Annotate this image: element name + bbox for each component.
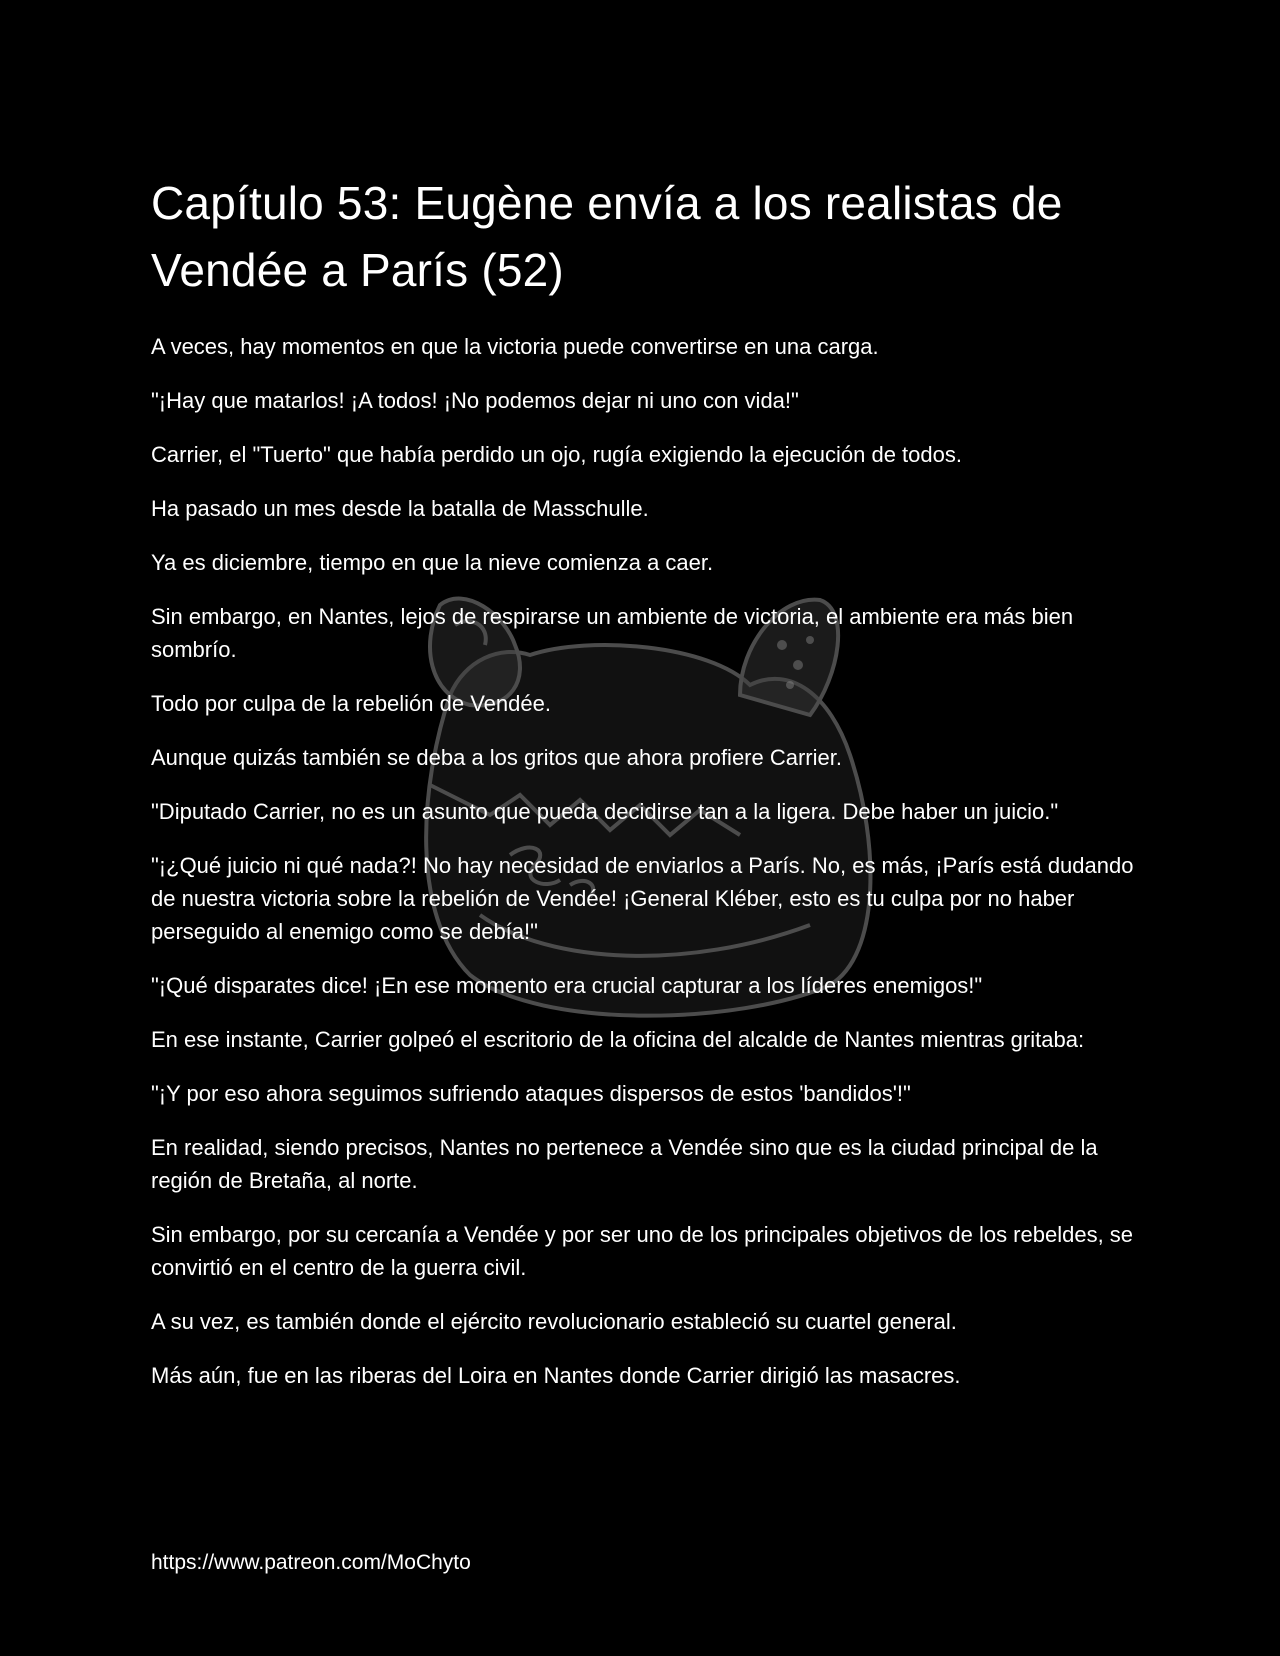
paragraph: Sin embargo, en Nantes, lejos de respirarse un ambiente de victoria, el ambiente era más bien sombrío. xyxy=(151,604,1074,662)
document-body xyxy=(151,170,1141,1413)
paragraph: Todo por culpa de la rebelión de Vendée. xyxy=(151,691,551,716)
paragraph: A su vez, es también donde el ejército revolucionario estableció su cuartel general. xyxy=(151,1309,957,1334)
paragraph: Ha pasado un mes desde la batalla de Masschulle. xyxy=(151,496,649,521)
paragraph: "¡¿Qué juicio ni qué nada?! No hay necesidad de enviarlos a París. No, es más, ¡París está dudando de nuestra victoria sobre la rebelión de Vendée! ¡General Kléber, esto es tu culpa por no haber perseguido al enemigo como se debía!" xyxy=(151,853,1134,944)
paragraph: En ese instante, Carrier golpeó el escritorio de la oficina del alcalde de Nantes mientras gritaba: xyxy=(151,1027,1085,1052)
paragraph: "¡Y por eso ahora seguimos sufriendo ataques dispersos de estos 'bandidos'!" xyxy=(151,1081,911,1106)
paragraph: Carrier, el "Tuerto" que había perdido un ojo, rugía exigiendo la ejecución de todos. xyxy=(151,442,962,467)
paragraph: "¡Hay que matarlos! ¡A todos! ¡No podemos dejar ni uno con vida!" xyxy=(151,388,799,413)
patreon-link[interactable]: https://www.patreon.com/MoChyto xyxy=(151,1551,471,1574)
paragraph: Aunque quizás también se deba a los gritos que ahora profiere Carrier. xyxy=(151,745,842,770)
paragraph: Más aún, fue en las riberas del Loira en Nantes donde Carrier dirigió las masacres. xyxy=(151,1363,961,1388)
paragraph: "¡Qué disparates dice! ¡En ese momento era crucial capturar a los líderes enemigos!" xyxy=(151,973,983,998)
paragraph: A veces, hay momentos en que la victoria puede convertirse en una carga. xyxy=(151,334,879,359)
paragraph: En realidad, siendo precisos, Nantes no pertenece a Vendée sino que es la ciudad principal de la región de Bretaña, al norte. xyxy=(151,1135,1098,1193)
paragraph: Sin embargo, por su cercanía a Vendée y por ser uno de los principales objetivos de los rebeldes, se convirtió en el centro de la guerra civil. xyxy=(151,1222,1134,1280)
chapter-title: Capítulo 53: Eugène envía a los realistas de Vendée a París (52) xyxy=(151,177,1063,296)
paragraph: "Diputado Carrier, no es un asunto que pueda decidirse tan a la ligera. Debe haber un juicio." xyxy=(151,799,1059,824)
paragraph: Ya es diciembre, tiempo en que la nieve comienza a caer. xyxy=(151,550,714,575)
